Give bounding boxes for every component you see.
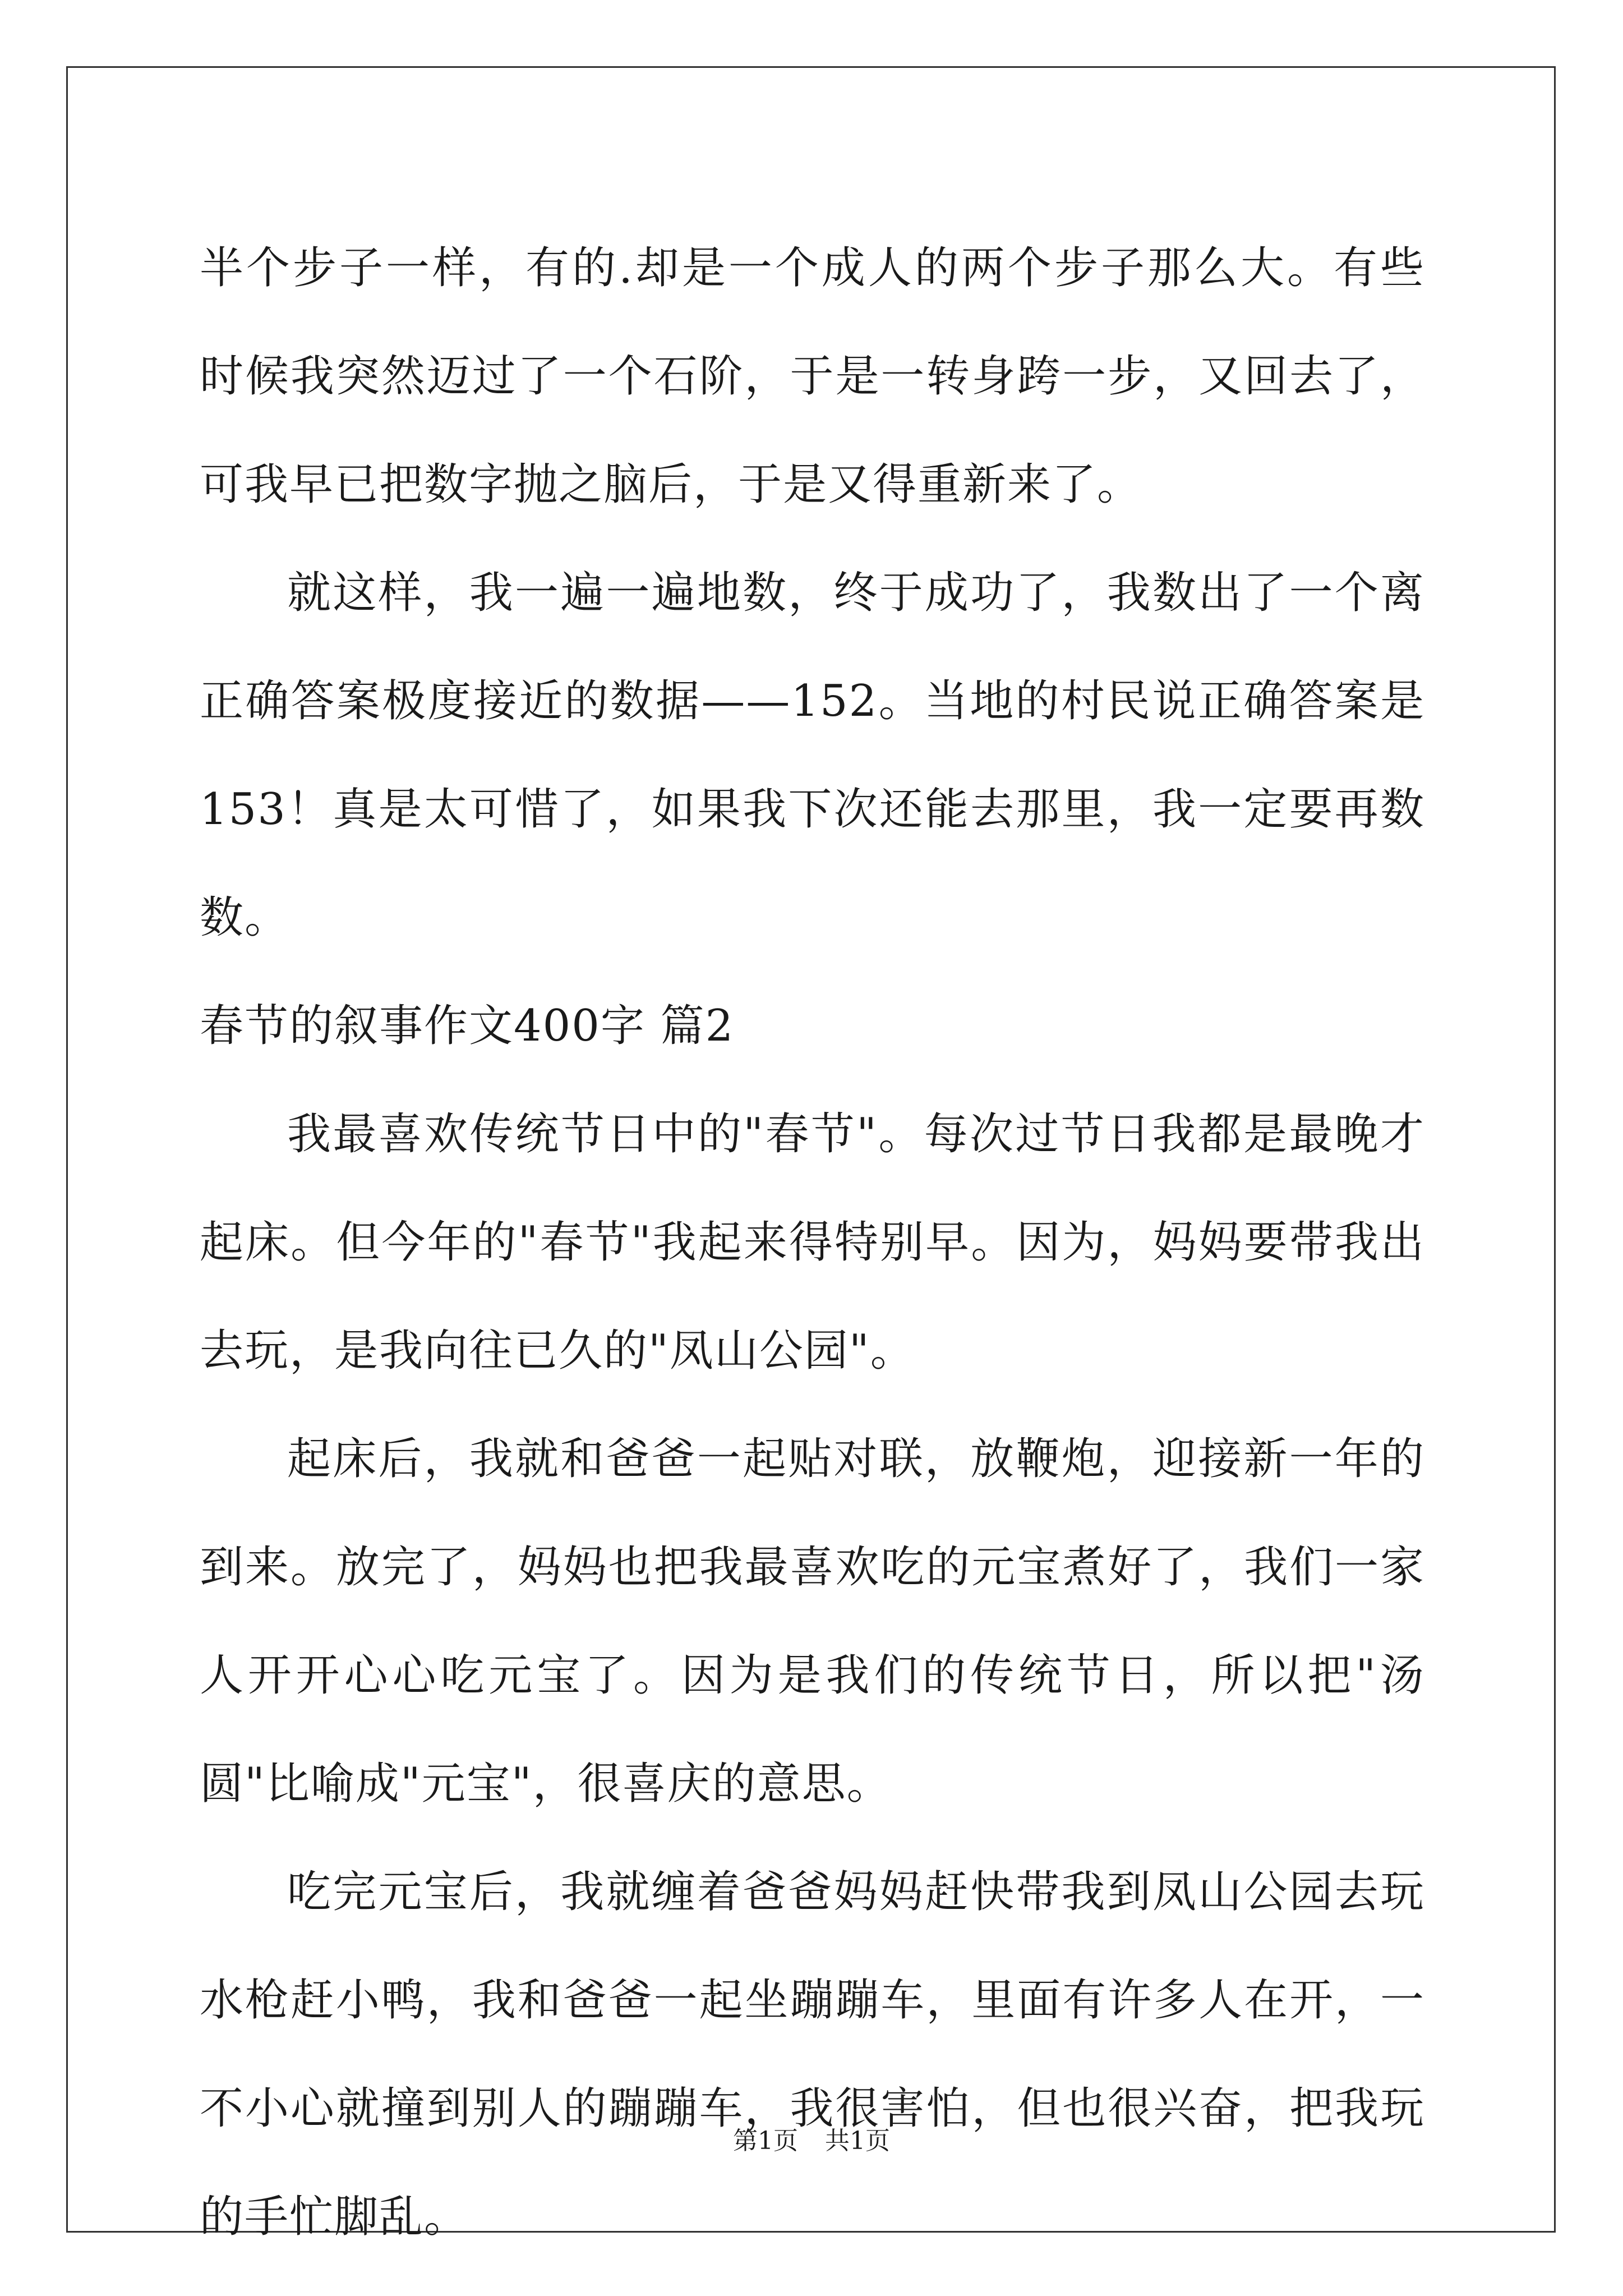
paragraph: 起床后，我就和爸爸一起贴对联，放鞭炮，迎接新一年的到来。放完了，妈妈也把我最喜欢吃的元宝煮好了，我们一家人开开心心吃元宝了。因为是我们的传统节日，所以把"汤圆"比喻成"元宝"，很喜庆的意思。 bbox=[200, 1434, 1425, 1809]
paragraph-continued: 半个步子一样，有的.却是一个成人的两个步子那么大。有些时候我突然迈过了一个石阶，于是一转身跨一步，又回去了，可我早已把数字抛之脑后，于是又得重新来了。 bbox=[200, 243, 1425, 510]
page-total: 共1页 bbox=[825, 2127, 890, 2155]
page-footer bbox=[0, 2120, 1623, 2156]
page-number: 第1页 bbox=[733, 2127, 798, 2155]
section-heading: 春节的叙事作文400字 篇2 bbox=[200, 1001, 735, 1051]
paragraph: 我最喜欢传统节日中的"春节"。每次过节日我都是最晚才起床。但今年的"春节"我起来得特别早。因为，妈妈要带我出去玩，是我向往已久的"凤山公园"。 bbox=[200, 1109, 1425, 1376]
document-body bbox=[200, 214, 1425, 2271]
paragraph: 吃完元宝后，我就缠着爸爸妈妈赶快带我到凤山公园去玩水枪赶小鸭，我和爸爸一起坐蹦蹦车，里面有许多人在开，一不小心就撞到别人的蹦蹦车，我很害怕，但也很兴奋，把我玩的手忙脚乱。 bbox=[200, 1867, 1425, 2242]
paragraph: 就这样，我一遍一遍地数，终于成功了，我数出了一个离正确答案极度接近的数据——152。当地的村民说正确答案是153！真是太可惜了，如果我下次还能去那里，我一定要再数数。 bbox=[200, 568, 1425, 943]
